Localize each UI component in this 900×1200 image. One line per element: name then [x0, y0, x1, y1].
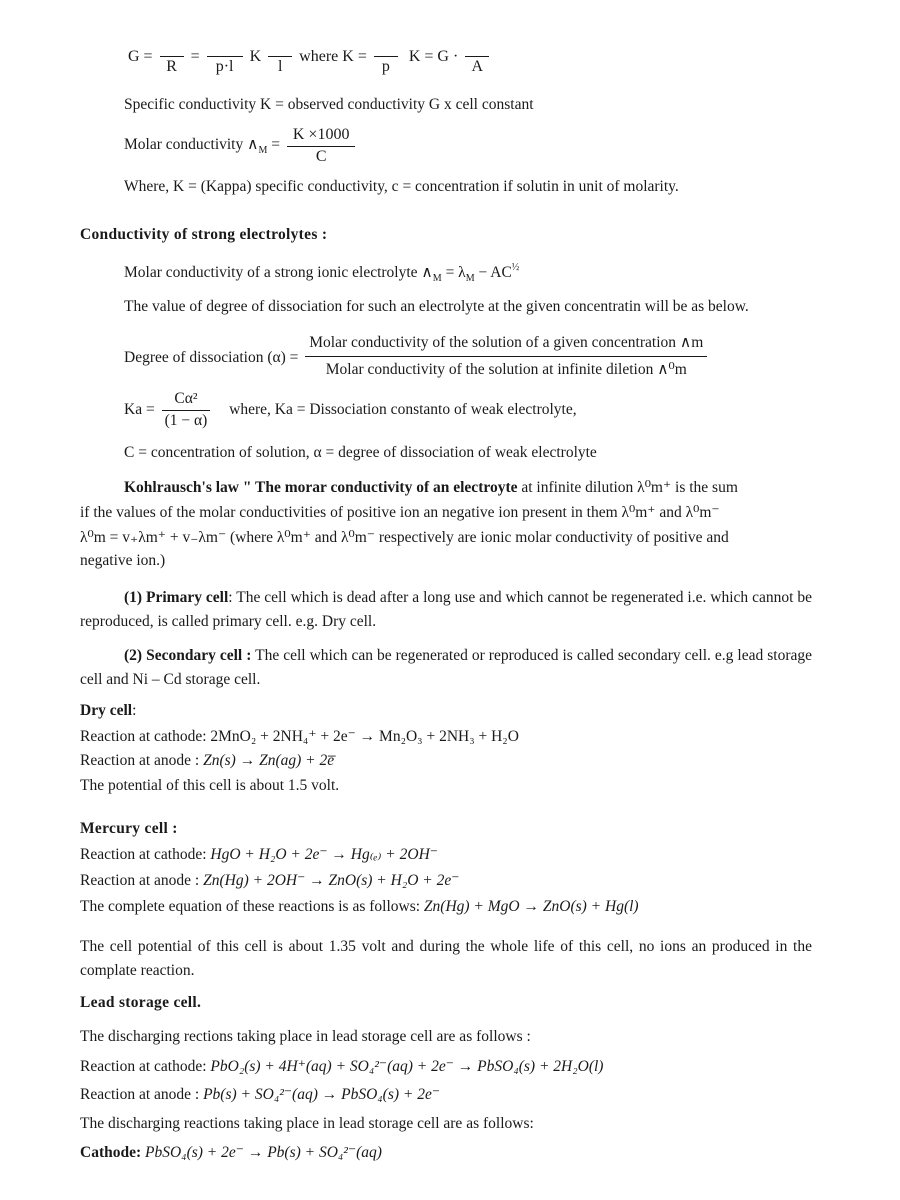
lead-anode-reaction	[80, 1085, 440, 1104]
section-heading-mercury-cell: Mercury cell :	[80, 820, 178, 837]
fraction: $\frac{\text{Cα²}}{(1 - \alpha)}$	[162, 388, 211, 431]
formula-text: =	[190, 48, 200, 66]
text: − AC	[474, 264, 512, 281]
fraction: $\frac{K \times 1000}{C}$	[287, 124, 356, 167]
dry-cell-potential: The potential of this cell is about 1.5 volt.	[80, 777, 340, 794]
lead-storage-intro: The discharging rections taking place in lead storage cell are as follows :	[80, 1028, 531, 1045]
text: = λ	[441, 264, 466, 281]
secondary-cell-paragraph	[80, 644, 812, 692]
lead-cathode-reaction	[80, 1057, 603, 1076]
text: M	[258, 145, 268, 156]
text: Molar conductivity of a strong ionic electrolyte ∧	[124, 264, 433, 281]
text: =	[271, 136, 280, 153]
section-heading-lead-storage: Lead storage cell.	[80, 994, 202, 1011]
text: The cell which can be regenerated or reproduced is called secondary cell. e.g lead storage cell and Ni – Cd storage cell.	[80, 647, 813, 688]
formula-text: K = G ·	[408, 48, 459, 66]
text: Zn(Hg) + MgO → ZnO(s) + Hg(l)	[423, 898, 639, 915]
molar-conductivity-formula	[124, 124, 358, 167]
formula-text: where K =	[299, 48, 367, 66]
text: Degree of dissociation (α) =	[124, 348, 299, 366]
text: Zn(s) → Zn(ag) + 2e̅	[203, 752, 335, 769]
text: Reaction at anode :	[80, 1086, 204, 1103]
kohlrausch-line-3: λ⁰m = v₊λm⁺ + v₋λm⁻ (where λ⁰m⁺ and λ⁰m⁻ respectively are ionic molar conductivity of positive and	[80, 529, 729, 546]
kohlrausch-line-4: negative ion.)	[80, 552, 166, 569]
dry-cell-cathode-reaction: Reaction at cathode: 2MnO₂ + 2NH₄⁺ + 2e⁻ → Mn₂O₃ + 2NH₃ + H₂O	[80, 728, 519, 745]
formula-text: K	[249, 48, 262, 66]
text: Reaction at cathode:	[80, 846, 211, 863]
specific-conductivity-line	[124, 96, 534, 114]
text: M	[432, 273, 442, 284]
formula-text: G =	[128, 48, 153, 66]
text: :	[132, 702, 137, 719]
text: ½	[511, 262, 520, 273]
fraction: p	[374, 38, 398, 77]
text: PbSO₄(s) + 2e⁻ → Pb(s) + SO₄²⁻(aq)	[145, 1144, 382, 1161]
text: Dry cell	[80, 702, 133, 719]
text: Ka =	[124, 400, 155, 418]
text: M	[465, 273, 475, 284]
conductance-formula	[128, 38, 492, 77]
section-heading-dry-cell	[80, 702, 136, 720]
fraction: p·l	[207, 38, 243, 77]
text: The complete equation of these reactions is as follows:	[80, 898, 424, 915]
ka-formula	[124, 388, 577, 431]
dissociation-value-line: The value of degree of dissociation for such an electrolyte at the given concentratin will be as below.	[124, 298, 749, 315]
fraction: R	[160, 38, 184, 77]
text: Kohlrausch's law " The morar conductivity of an electroyte	[124, 479, 518, 496]
kohlrausch-line-2: if the values of the molar conductivities of positive ion an negative ion present in them λ⁰m⁺ and λ⁰m⁻	[80, 504, 720, 521]
mercury-anode-reaction	[80, 871, 459, 890]
text: Zn(Hg) + 2OH⁻ → ZnO(s) + H₂O + 2e⁻	[203, 872, 460, 889]
text: (1) Primary cell	[124, 589, 229, 606]
lead-storage-intro-2: The discharging reactions taking place in lead storage cell are as follows:	[80, 1115, 534, 1132]
kohlrausch-line-1	[124, 478, 738, 497]
text: Cathode:	[80, 1144, 146, 1161]
text: Reaction at cathode:	[80, 1058, 211, 1075]
text: (2) Secondary cell :	[124, 647, 252, 664]
text: Reaction at anode :	[80, 752, 204, 769]
text: : The cell which is dead after a long use and which cannot be regenerated i.e. which cannot be reproduced, is called primary cell. e.g. Dry cell.	[80, 589, 812, 630]
text: x cell constant	[440, 96, 534, 113]
text: Specific conductivity K =	[124, 96, 288, 113]
lead-cathode-cut-line	[80, 1143, 382, 1161]
text: observed conductivity G	[287, 96, 441, 113]
text: Reaction at anode :	[80, 872, 204, 889]
fraction: l	[268, 38, 292, 77]
concentration-line: C = concentration of solution, α = degree of dissociation of weak electrolyte	[124, 444, 597, 461]
text: HgO + H₂O + 2e⁻ → Hg₍ₑ₎ + 2OH⁻	[210, 846, 438, 863]
text: PbO₂(s) + 4H⁺(aq) + SO₄²⁻(aq) + 2e⁻ → PbSO₄(s) + 2H₂O(l)	[210, 1058, 604, 1075]
primary-cell-paragraph	[80, 586, 812, 634]
text: Molar conductivity ∧	[124, 136, 259, 153]
degree-dissociation-formula	[124, 332, 710, 383]
text: at infinite dilution λ⁰m⁺ is the sum	[517, 479, 738, 496]
strong-electrolyte-formula	[124, 262, 519, 284]
mercury-cathode-reaction	[80, 845, 438, 864]
section-heading-strong-electrolytes: Conductivity of strong electrolytes :	[80, 226, 328, 243]
mercury-cell-potential: The cell potential of this cell is about 1.35 volt and during the whole life of this cell, no ions an produced in the complate reaction.	[80, 938, 812, 979]
mercury-complete-reaction	[80, 898, 639, 916]
fraction: A	[465, 38, 489, 77]
text: Pb(s) + SO₄²⁻(aq) → PbSO₄(s) + 2e⁻	[203, 1086, 441, 1103]
text: where, Ka = Dissociation constanto of weak electrolyte,	[229, 400, 577, 418]
where-kappa-line: Where, K = (Kappa) specific conductivity, c = concentration if solutin in unit of molarity.	[124, 178, 679, 195]
dry-cell-anode-reaction	[80, 752, 334, 770]
fraction: Molar conductivity of the solution of a given concentration ∧m Molar conductivity of the solution at infinite diletion ∧⁰m	[305, 332, 707, 383]
